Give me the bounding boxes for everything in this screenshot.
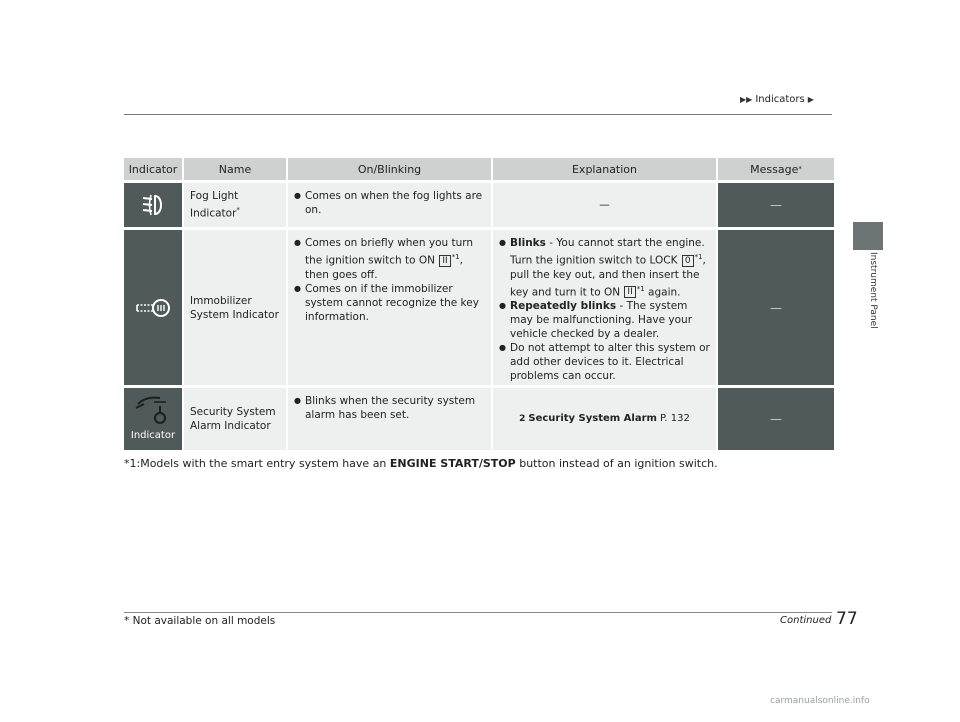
continued-label: Continued	[780, 615, 832, 626]
row-message: —	[718, 230, 834, 385]
explanation-bold: Repeatedly blinks	[510, 300, 617, 312]
breadcrumb-section[interactable]: Indicators	[755, 94, 805, 105]
table-header	[124, 158, 834, 180]
on-item	[294, 236, 485, 282]
security-alarm-icon	[124, 388, 184, 450]
row-message: —	[718, 183, 834, 227]
footnote-bold: ENGINE START/STOP	[389, 457, 516, 470]
footnote	[124, 457, 718, 470]
row-message: —	[718, 388, 834, 450]
table-row	[124, 388, 834, 450]
row-explanation	[493, 230, 718, 385]
on-text: Comes on briefly when you turn the ignition switch to ON	[305, 237, 474, 267]
row-on-blinking	[288, 230, 493, 385]
on-item: ● Comes on if the immobilizer system cannot recognize the key information.	[294, 282, 485, 324]
header-on-blinking: On/Blinking	[288, 158, 493, 180]
watermark: carmanualsonline.info	[770, 696, 870, 706]
row-name-text: Immobilizer System Indicator	[190, 294, 279, 321]
page-number: 77	[836, 609, 858, 629]
side-tab[interactable]	[853, 222, 883, 250]
xref-arrow-icon: 2	[519, 414, 526, 424]
explanation-item	[499, 299, 710, 341]
immobilizer-icon	[124, 230, 184, 385]
on-item: ● Comes on when the fog lights are on.	[294, 189, 485, 217]
row-on-blinking	[288, 183, 493, 227]
security-alarm-link[interactable]	[519, 412, 690, 426]
ignition-lock-key: 0	[682, 255, 694, 267]
row-name	[184, 388, 288, 450]
xref-title: Security System Alarm	[528, 413, 657, 424]
explanation-item: ● Do not attempt to alter this system or add other devices to it. Electrical problems can occur.	[499, 341, 710, 383]
breadcrumb-arrows: ▶▶	[740, 95, 753, 104]
header-name: Name	[184, 158, 288, 180]
footnote-mark: *1	[451, 253, 460, 261]
row-on-blinking	[288, 388, 493, 450]
header-message-text: Message	[750, 162, 799, 176]
explanation-bold: Blinks	[510, 237, 546, 249]
xref-page: P. 132	[659, 413, 690, 424]
table-row	[124, 230, 834, 385]
breadcrumb-end-arrow: ▶	[807, 95, 814, 104]
row-name	[184, 230, 288, 385]
on-text: , then goes off.	[305, 254, 463, 281]
explanation-text: - You cannot start the engine. Turn the ignition switch to LOCK	[510, 237, 705, 267]
footnote-prefix: *1:Models with the smart entry system have an	[124, 457, 387, 470]
fog-light-icon	[124, 183, 184, 227]
header-message	[718, 158, 834, 180]
row-explanation	[493, 388, 718, 450]
explanation-text: , pull the key out, and then insert the key and turn it to ON	[510, 254, 706, 298]
row-name	[184, 183, 288, 227]
footnote-mark: *1	[636, 284, 645, 293]
header-message-mark: *	[798, 165, 802, 173]
footer-rule	[124, 612, 832, 613]
row-name-text: Fog Light Indicator	[190, 190, 239, 220]
footnote-suffix: button instead of an ignition switch.	[519, 457, 718, 470]
side-tab-label	[858, 252, 878, 336]
explanation-text: again.	[644, 286, 681, 298]
row-name-mark: *	[236, 206, 240, 214]
explanation-text: - The system may be malfunctioning. Have your vehicle checked by a dealer.	[510, 300, 693, 340]
row-explanation: —	[493, 183, 718, 227]
header-indicator: Indicator	[124, 158, 184, 180]
header-explanation: Explanation	[493, 158, 718, 180]
row-name-text: Security System Alarm Indicator	[190, 406, 276, 432]
indicator-table	[124, 158, 834, 450]
breadcrumb	[740, 94, 814, 105]
header-rule	[124, 114, 832, 115]
side-tab-text: Instrument Panel	[868, 252, 878, 329]
ignition-on-key: II	[624, 286, 635, 298]
on-item: ● Blinks when the security system alarm has been set.	[294, 394, 485, 422]
footer-note: * Not available on all models	[124, 615, 276, 627]
explanation-item	[499, 236, 710, 299]
icon-overlay-label: Indicator	[130, 430, 176, 441]
table-row	[124, 183, 834, 227]
footnote-mark: *1	[694, 253, 703, 261]
ignition-on-key: II	[439, 255, 450, 267]
